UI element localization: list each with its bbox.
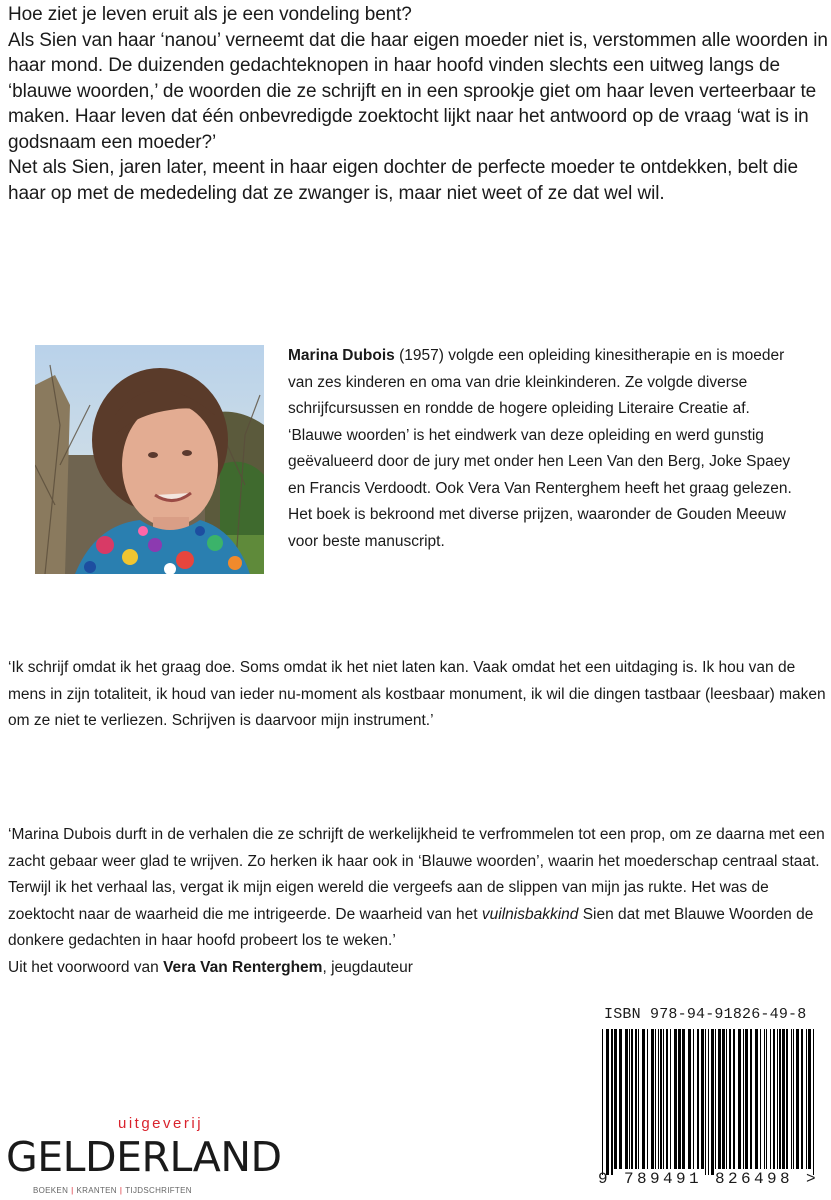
barcode-bar [651,1029,654,1169]
barcode-bar [770,1029,771,1169]
foreword-emphasis: vuilnisbakkind [481,905,579,923]
barcode-bar [743,1029,744,1169]
barcode-bar [786,1029,788,1169]
barcode-bar [782,1029,785,1169]
foreword-source-prefix: Uit het voorwoord van [8,958,164,976]
barcode-bar [678,1029,681,1169]
barcode-bar [682,1029,685,1169]
barcode-bar [688,1029,691,1169]
logo-sub-2: KRANTEN [76,1186,117,1195]
barcode-bar [697,1029,699,1169]
barcode-bar [705,1029,706,1175]
barcode-bar [726,1029,727,1169]
barcode-bar [638,1029,639,1169]
barcode-bar [755,1029,758,1169]
barcode-bar [625,1029,628,1169]
logo-sub-3: TIJDSCHRIFTEN [125,1186,192,1195]
barcode-bar [602,1029,603,1175]
barcode-bar [806,1029,807,1169]
foreword-text [8,822,830,955]
barcode-bar [779,1029,781,1169]
barcode-bar [708,1029,709,1175]
barcode-bar [729,1029,731,1169]
barcode-bar [808,1029,811,1169]
barcode-bar [773,1029,775,1169]
barcode-bar [711,1029,714,1175]
barcode-bar [777,1029,778,1169]
barcode-bar [647,1029,648,1169]
barcode-bar [606,1029,609,1175]
barcode-bar [619,1029,622,1169]
logo-sub-1: BOEKEN [33,1186,69,1195]
foreword-quote [8,822,830,981]
barcode-bar [642,1029,645,1169]
barcode-bar [796,1029,799,1169]
foreword-text-part1: ‘Marina Dubois durft in de verhalen die ze schrijft de werkelijkheid te verfrommelen tot een prop, om ze daarna met een zacht gebaar weer glad te wrijven. Zo herken ik haar ook in ‘Blauwe woorden’, waarin het moederschap centraal staat. Terwijl ik het verhaal las, vergat ik mijn eigen wereld die vergeefs aan de slippen van mijn jas rukte. Het was de zoektocht naar de waarheid die me intrigeerde. De waarheid van het [8,826,825,923]
barcode-bar [745,1029,748,1169]
barcode-bar [801,1029,803,1169]
foreword-text-part2: Sien dat met Blauwe Woorden de donkere gedachten in haar hoofd probeert los te weken.’ [8,905,814,949]
isbn-barcode [596,1005,824,1195]
author-photo [35,345,264,574]
barcode-bar [674,1029,677,1169]
barcode-bar [670,1029,671,1169]
barcode-bar [655,1029,656,1169]
barcode-bar [660,1029,662,1169]
isbn-digits: 9 789491 826498 > [598,1170,820,1188]
barcode-bar [750,1029,752,1169]
barcode-bar [722,1029,725,1169]
barcode-bar [766,1029,767,1169]
barcode-bars [596,1005,824,1195]
barcode-bar [629,1029,630,1169]
barcode-bar [813,1029,814,1175]
foreword-source-name: Vera Van Renterghem [163,958,323,976]
intro-text [8,2,830,206]
foreword-source [8,955,830,982]
barcode-bar [760,1029,761,1169]
intro-line-2: Als Sien van haar ‘nanou’ verneemt dat die haar eigen moeder niet is, verstommen alle woorden in haar mond. De duizenden gedachteknopen in haar hoofd vinden slechts een uitweg langs de ‘blauwe woorden,’ de woorden die ze schrijft en in een sprookje giet om haar leven verteerbaar te maken. Haar leven dat één onbevredigde zoektocht lijkt naar het antwoord op de vraag ‘wat is in godsnaam een moeder?’ [8,29,828,153]
logo-subline: BOEKEN | KRANTEN | TIJDSCHRIFTEN [33,1186,192,1195]
barcode-bar [718,1029,721,1169]
logo-wordmark: GELDERLAND [6,1133,282,1181]
publisher-logo [6,1115,282,1200]
barcode-bar [611,1029,613,1175]
foreword-source-suffix: , jeugdauteur [322,958,413,976]
barcode-bar [693,1029,694,1169]
intro-line-1: Hoe ziet je leven eruit als je een vondeling bent? [8,4,412,25]
author-bio [288,343,808,555]
barcode-bar [663,1029,664,1169]
intro-line-3: Net als Sien, jaren later, meent in haar eigen dochter de perfecte moeder te ontdekken, belt die haar op met de mededeling dat ze zwanger is, maar niet weet of ze dat wel wil. [8,157,798,204]
barcode-bar [715,1029,716,1169]
barcode-bar [733,1029,735,1169]
barcode-bar [701,1029,704,1169]
author-name: Marina Dubois [288,347,395,364]
barcode-bar [614,1029,617,1169]
barcode-bar [658,1029,659,1169]
author-quote: ‘Ik schrijf omdat ik het graag doe. Soms omdat ik het niet laten kan. Vaak omdat het een uitdaging is. Ik hou van de mens in zijn totaliteit, ik houd van ieder nu-moment als kostbaar monument, ik wil die dingen tastbaar (leesbaar) maken om ze niet te verliezen. Schrijven is daarvoor mijn instrument.’ [8,659,826,729]
barcode-bar [738,1029,741,1169]
isbn-label: ISBN 978-94-91826-49-8 [604,1006,807,1023]
barcode-bar [793,1029,794,1169]
barcode-bar [631,1029,633,1169]
barcode-bar [666,1029,668,1169]
logo-tagline: uitgeverij [118,1115,204,1132]
barcode-bar [764,1029,765,1169]
barcode-bar [791,1029,792,1169]
barcode-bar [635,1029,637,1169]
author-bio-text: (1957) volgde een opleiding kinesitherapie en is moeder van zes kinderen en oma van drie kleinkinderen. Ze volgde diverse schrijfcursussen en rondde de hogere opleiding Literaire Creatie af. ‘Blauwe woorden’ is het eindwerk van deze opleiding en werd gunstig geëvalueerd door de jury met onder hen Leen Van den Berg, Joke Spaey en Francis Verdoodt. Ook Vera Van Renterghem heeft het graag gelezen. Het boek is bekroond met diverse prijzen, waaronder de Gouden Meeuw voor beste manuscript. [288,347,792,550]
